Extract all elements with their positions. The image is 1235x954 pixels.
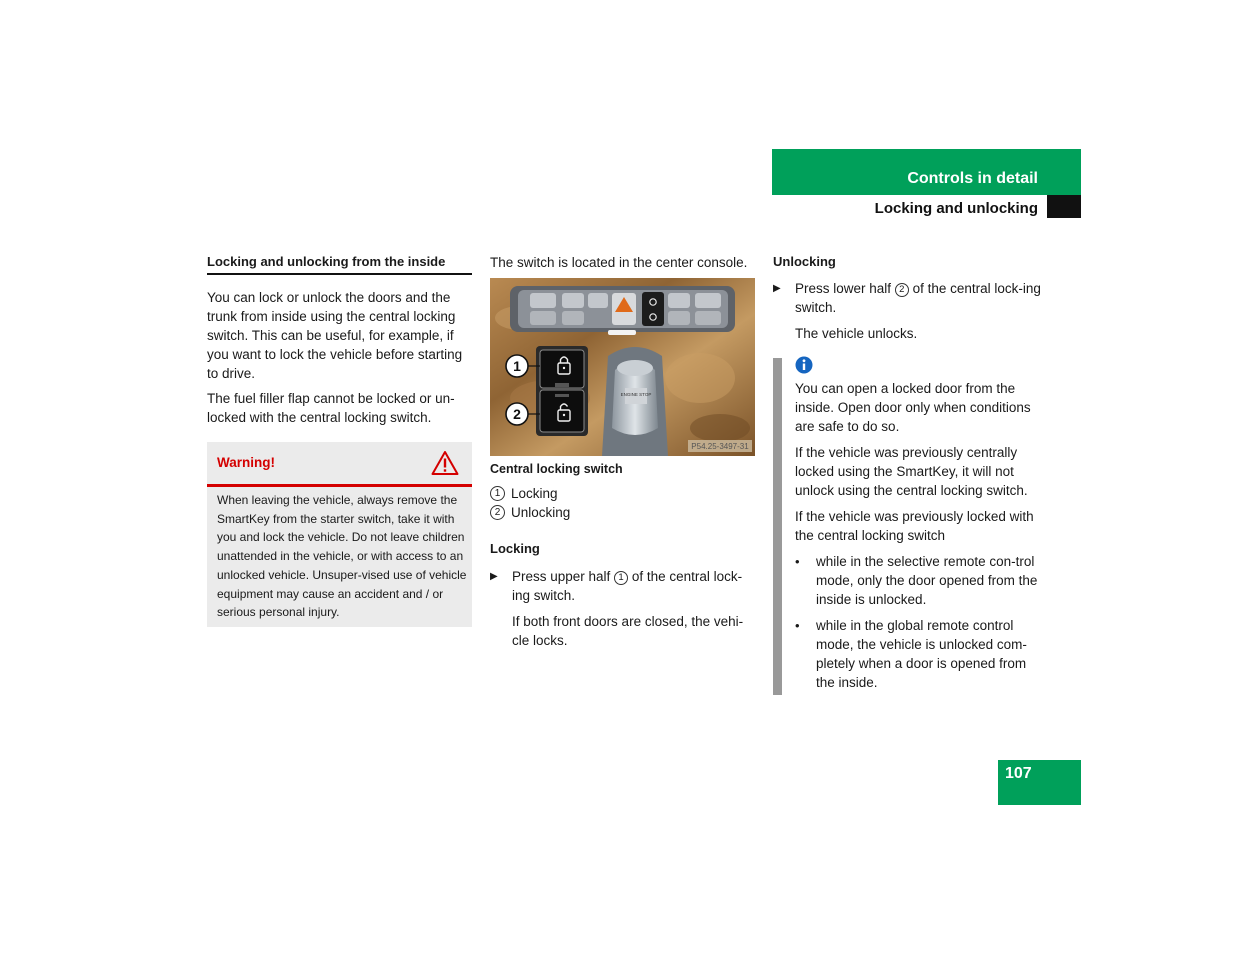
svg-text:1: 1 (513, 358, 521, 374)
triangle-bullet-icon: ▶ (773, 283, 781, 294)
center-console-photo (490, 278, 755, 456)
info-bullet-item (795, 552, 1045, 609)
callout-1 (506, 355, 528, 377)
step-number: 1 (614, 571, 628, 585)
locking-result: If both front doors are closed, the vehi-cle locks. (512, 614, 744, 648)
unlocking-result: The vehicle unlocks. (795, 326, 918, 341)
legend-label: Unlocking (511, 505, 571, 520)
legend-number: 2 (490, 505, 505, 520)
switch-location-text: The switch is located in the center console. (490, 255, 748, 270)
unlocking-heading: Unlocking (773, 254, 836, 269)
subsection-title: Locking and unlocking (874, 200, 1038, 217)
locking-instruction (490, 567, 758, 605)
legend-number: 1 (490, 486, 505, 501)
warning-label: Warning! (217, 455, 275, 470)
photo-caption: Central locking switch (490, 462, 623, 476)
info-paragraph-1: You can open a locked door from the inside. Open door only when conditions are safe to do so. (795, 381, 1031, 434)
bullet-dot: • (795, 554, 800, 569)
svg-text:2: 2 (513, 406, 521, 422)
unlocking-step-text-end: of the central lock-ing switch. (795, 281, 1041, 315)
photo-legend (490, 484, 758, 522)
info-icon (795, 356, 813, 374)
info-bullet-text: while in the global remote control mode, the vehicle is unlocked com-pletely when a door is opened from the inside. (816, 618, 1027, 690)
info-paragraph-2: If the vehicle was previously centrally locked using the SmartKey, it will not unlock using the central locking switch. (795, 445, 1028, 498)
warning-triangle-icon (431, 450, 459, 476)
warning-text: When leaving the vehicle, always remove the SmartKey from the starter switch, take it with you and lock the vehicle. Do not leave children unattended in the vehicle, or with access to an unlocked vehicle. Unsuper-vised use of vehicle equipment may cause an accident and / or serious personal injury. (217, 493, 467, 620)
locking-step-text: Press upper half (512, 569, 611, 584)
left-paragraph-2: The fuel filler flap cannot be locked or un-locked with the central locking switch. (207, 391, 455, 425)
legend-item (490, 503, 758, 522)
page-number: 107 (1005, 765, 1032, 782)
unlocking-instruction (773, 279, 1041, 317)
info-sidebar (773, 358, 782, 695)
unlocking-step-text: Press lower half (795, 281, 892, 296)
section-title: Controls in detail (907, 170, 1038, 187)
locking-heading: Locking (490, 541, 540, 556)
info-paragraph-3: If the vehicle was previously locked with the central locking switch (795, 509, 1034, 543)
photo-reference-code: P54.25-3497-31 (691, 442, 749, 451)
legend-label: Locking (511, 486, 558, 501)
subsection-marker (1047, 195, 1081, 218)
info-bullet-item (795, 616, 1045, 692)
bullet-dot: • (795, 618, 800, 633)
legend-item (490, 484, 758, 503)
engine-stop-label: ENGINE STOP (620, 392, 652, 397)
left-section-title: Locking and unlocking from the inside (207, 254, 472, 275)
step-number: 2 (895, 283, 909, 297)
locking-step-text-end: of the central lock-ing switch. (512, 569, 743, 603)
triangle-bullet-icon: ▶ (490, 571, 498, 582)
info-bullet-text: while in the selective remote con-trol mode, only the door opened from the inside is unlocked. (816, 554, 1038, 607)
callout-2 (506, 403, 528, 425)
left-paragraph-1: You can lock or unlock the doors and the trunk from inside using the central locking switch. This can be useful, for example, if you want to lock the vehicle before starting to drive. (207, 290, 463, 381)
